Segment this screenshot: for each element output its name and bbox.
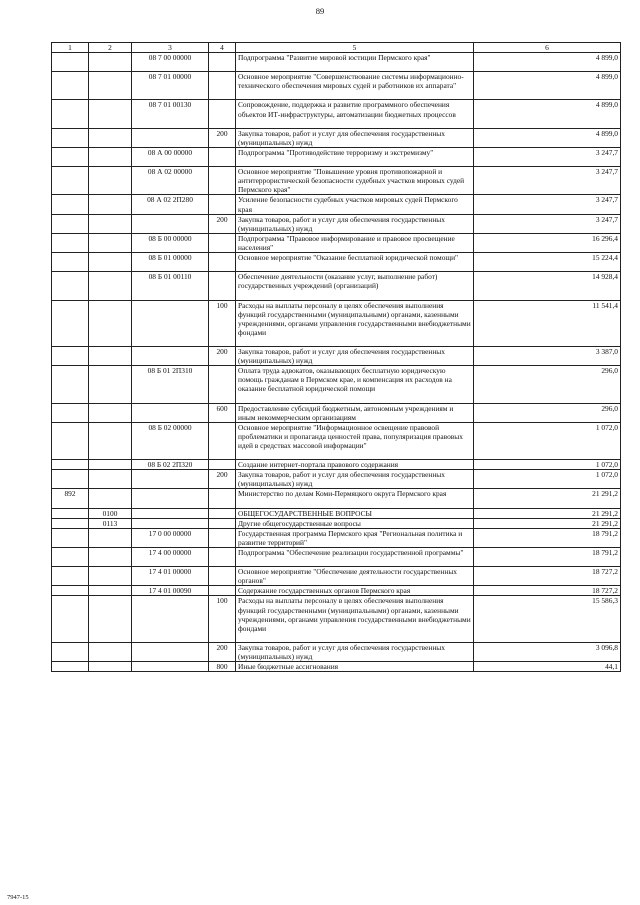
cell-ministry-code [52,403,89,422]
cell-amount: 18 791,2 [474,548,621,567]
cell-name: Оплата труда адвокатов, оказывающих бесплатную юридическую помощь гражданам в Пермском крае, и компенсация их расходов на оказание бесплатной юридической помощи [236,366,474,403]
cell-ministry-code [52,366,89,403]
cell-ministry-code [52,567,89,586]
cell-expense-type [209,72,236,100]
cell-target-article: 08 А 02 00000 [132,167,209,195]
cell-ministry-code [52,470,89,489]
cell-expense-type [209,195,236,214]
cell-target-article [132,518,209,528]
cell-ministry-code [52,195,89,214]
cell-expense-type: 200 [209,347,236,366]
cell-section-code [89,528,132,547]
table-row [52,167,621,195]
cell-section-code [89,253,132,272]
cell-amount: 3 096,8 [474,642,621,661]
table-row [52,548,621,567]
table-row [52,214,621,233]
cell-name: Подпрограмма "Развитие мировой юстиции Пермского края" [236,53,474,72]
cell-name: Министерство по делам Коми-Пермяцкого округа Пермского края [236,489,474,508]
cell-section-code [89,233,132,252]
cell-amount: 1 072,0 [474,422,621,459]
cell-expense-type [209,567,236,586]
cell-amount: 3 247,7 [474,214,621,233]
cell-amount: 4 899,0 [474,128,621,147]
cell-ministry-code [52,596,89,643]
cell-amount: 296,0 [474,366,621,403]
table-body [52,53,621,672]
cell-expense-type [209,167,236,195]
cell-expense-type [209,147,236,166]
cell-section-code [89,53,132,72]
cell-expense-type: 200 [209,642,236,661]
cell-amount: 3 247,7 [474,167,621,195]
cell-amount: 14 928,4 [474,272,621,300]
cell-name: Основное мероприятие "Совершенствование системы информационно-технического обеспечения мировых судей и работников их аппарата" [236,72,474,100]
cell-target-article [132,128,209,147]
cell-ministry-code [52,72,89,100]
cell-section-code [89,272,132,300]
cell-expense-type [209,548,236,567]
cell-section-code [89,100,132,128]
cell-expense-type [209,508,236,518]
cell-expense-type [209,528,236,547]
cell-expense-type [209,253,236,272]
cell-target-article [132,347,209,366]
cell-name: Расходы на выплаты персоналу в целях обеспечения выполнения функций государственными (муниципальными) органами, казенными учреждениями, органами управления государственными внебюджетными фондами [236,596,474,643]
table-row [52,567,621,586]
header-col-3: 3 [132,43,209,53]
cell-section-code [89,195,132,214]
table-row [52,272,621,300]
cell-amount: 18 791,2 [474,528,621,547]
cell-section-code [89,642,132,661]
cell-section-code: 0113 [89,518,132,528]
table-row [52,195,621,214]
page-number: 89 [315,6,325,16]
cell-expense-type [209,489,236,508]
cell-name: Основное мероприятие "Информационное освещение правовой проблематики и пропаганда ценностей права, популяризация правовых идей в средствах массовой информации" [236,422,474,459]
cell-section-code [89,366,132,403]
cell-ministry-code [52,460,89,470]
cell-amount: 3 387,0 [474,347,621,366]
document-code: 7947-15 [7,894,29,901]
cell-expense-type: 200 [209,128,236,147]
cell-expense-type [209,366,236,403]
cell-amount: 4 899,0 [474,100,621,128]
cell-name: Другие общегосударственные вопросы [236,518,474,528]
cell-section-code [89,548,132,567]
cell-section-code [89,586,132,596]
cell-ministry-code [52,272,89,300]
header-col-5: 5 [236,43,474,53]
cell-target-article: 17 4 01 00090 [132,586,209,596]
cell-expense-type: 100 [209,596,236,643]
cell-expense-type [209,518,236,528]
cell-target-article [132,662,209,672]
cell-ministry-code [52,53,89,72]
cell-name: Закупка товаров, работ и услуг для обеспечения государственных (муниципальных) нужд [236,642,474,661]
cell-target-article: 08 Б 02 00000 [132,422,209,459]
cell-amount: 21 291,2 [474,518,621,528]
cell-section-code [89,147,132,166]
table-row [52,253,621,272]
cell-name: Расходы на выплаты персоналу в целях обеспечения выполнения функций государственными (муниципальными) органами, казенными учреждениями, органами управления государственными внебюджетными фондами [236,300,474,347]
table-row [52,147,621,166]
table-row [52,366,621,403]
cell-name: Подпрограмма "Обеспечение реализации государственной программы" [236,548,474,567]
cell-target-article: 08 7 00 00000 [132,53,209,72]
cell-expense-type [209,100,236,128]
cell-section-code [89,662,132,672]
cell-target-article [132,470,209,489]
cell-ministry-code [52,642,89,661]
cell-section-code [89,214,132,233]
cell-target-article: 08 Б 01 00110 [132,272,209,300]
cell-amount: 4 899,0 [474,72,621,100]
cell-name: Основное мероприятие "Оказание бесплатной юридической помощи" [236,253,474,272]
cell-name: Иные бюджетные ассигнования [236,662,474,672]
table-row [52,470,621,489]
table-row [52,662,621,672]
cell-name: Подпрограмма "Противодействие терроризму и экстремизму" [236,147,474,166]
table-row [52,642,621,661]
table-row [52,489,621,508]
cell-ministry-code [52,528,89,547]
table-row [52,422,621,459]
cell-target-article [132,300,209,347]
cell-amount: 18 727,2 [474,586,621,596]
cell-amount: 21 291,2 [474,508,621,518]
cell-target-article [132,214,209,233]
cell-amount: 1 072,0 [474,460,621,470]
cell-section-code [89,422,132,459]
cell-section-code [89,460,132,470]
cell-ministry-code [52,422,89,459]
header-col-6: 6 [474,43,621,53]
cell-section-code [89,72,132,100]
table-row [52,128,621,147]
cell-amount: 296,0 [474,403,621,422]
table-row [52,72,621,100]
table-row [52,460,621,470]
cell-amount: 3 247,7 [474,195,621,214]
cell-ministry-code [52,233,89,252]
cell-target-article: 17 4 01 00000 [132,567,209,586]
table-row [52,596,621,643]
cell-ministry-code [52,548,89,567]
table-row [52,347,621,366]
cell-ministry-code [52,167,89,195]
cell-section-code [89,167,132,195]
header-col-2: 2 [89,43,132,53]
cell-amount: 4 899,0 [474,53,621,72]
cell-amount: 44,1 [474,662,621,672]
cell-section-code [89,567,132,586]
table-row [52,518,621,528]
cell-ministry-code [52,518,89,528]
cell-target-article: 08 Б 01 2П310 [132,366,209,403]
cell-target-article [132,403,209,422]
cell-target-article: 08 А 02 2П280 [132,195,209,214]
header-col-1: 1 [52,43,89,53]
cell-name: Содержание государственных органов Пермского края [236,586,474,596]
cell-target-article [132,508,209,518]
cell-amount: 16 296,4 [474,233,621,252]
cell-expense-type [209,460,236,470]
cell-target-article: 17 0 00 00000 [132,528,209,547]
cell-name: ОБЩЕГОСУДАРСТВЕННЫЕ ВОПРОСЫ [236,508,474,518]
cell-target-article: 08 7 01 00000 [132,72,209,100]
cell-expense-type [209,586,236,596]
cell-section-code: 0100 [89,508,132,518]
cell-target-article: 17 4 00 00000 [132,548,209,567]
table-row [52,403,621,422]
cell-expense-type: 800 [209,662,236,672]
cell-target-article [132,642,209,661]
cell-amount: 15 224,4 [474,253,621,272]
table-row [52,100,621,128]
cell-ministry-code [52,214,89,233]
cell-section-code [89,403,132,422]
cell-ministry-code: 892 [52,489,89,508]
cell-ministry-code [52,128,89,147]
cell-ministry-code [52,100,89,128]
cell-target-article: 08 Б 01 00000 [132,253,209,272]
header-col-4: 4 [209,43,236,53]
cell-ministry-code [52,586,89,596]
cell-target-article: 08 Б 02 2П320 [132,460,209,470]
cell-expense-type: 200 [209,214,236,233]
cell-target-article [132,596,209,643]
cell-name: Закупка товаров, работ и услуг для обеспечения государственных (муниципальных) нужд [236,214,474,233]
cell-name: Создание интернет-портала правового содержания [236,460,474,470]
cell-expense-type [209,53,236,72]
cell-expense-type [209,272,236,300]
table-row [52,586,621,596]
table-row [52,300,621,347]
cell-expense-type: 200 [209,470,236,489]
cell-name: Закупка товаров, работ и услуг для обеспечения государственных (муниципальных) нужд [236,347,474,366]
cell-name: Обеспечение деятельности (оказание услуг, выполнение работ) государственных учреждений (организаций) [236,272,474,300]
cell-name: Предоставление субсидий бюджетным, автономным учреждениям и иным некоммерческим организациям [236,403,474,422]
cell-ministry-code [52,662,89,672]
cell-name: Основное мероприятие "Обеспечение деятельности государственных органов" [236,567,474,586]
cell-target-article [132,489,209,508]
cell-name: Государственная программа Пермского края "Региональная политика и развитие территорий" [236,528,474,547]
cell-name: Усиление безопасности судебных участков мировых судей Пермского края [236,195,474,214]
cell-target-article: 08 Б 00 00000 [132,233,209,252]
cell-ministry-code [52,508,89,518]
cell-ministry-code [52,253,89,272]
cell-amount: 15 586,3 [474,596,621,643]
cell-amount: 3 247,7 [474,147,621,166]
cell-amount: 21 291,2 [474,489,621,508]
table-row [52,53,621,72]
table-row [52,508,621,518]
cell-ministry-code [52,147,89,166]
cell-amount: 18 727,2 [474,567,621,586]
table-row [52,528,621,547]
cell-expense-type [209,233,236,252]
cell-name: Основное мероприятие "Повышение уровня противопожарной и антитеррористической безопасности судебных участков мировых судей Пермского края" [236,167,474,195]
cell-ministry-code [52,347,89,366]
cell-ministry-code [52,300,89,347]
cell-name: Подпрограмма "Правовое информирование и правовое просвещение населения" [236,233,474,252]
cell-section-code [89,347,132,366]
table-row [52,233,621,252]
cell-section-code [89,596,132,643]
table-header-row [52,43,621,53]
cell-expense-type: 100 [209,300,236,347]
cell-section-code [89,300,132,347]
cell-section-code [89,470,132,489]
cell-expense-type [209,422,236,459]
cell-name: Закупка товаров, работ и услуг для обеспечения государственных (муниципальных) нужд [236,128,474,147]
cell-name: Сопровождение, поддержка и развитие программного обеспечения объектов ИТ-инфраструктуры, автоматизации бюджетных процессов [236,100,474,128]
cell-name: Закупка товаров, работ и услуг для обеспечения государственных (муниципальных) нужд [236,470,474,489]
budget-table [51,42,621,672]
cell-section-code [89,489,132,508]
cell-section-code [89,128,132,147]
cell-target-article: 08 А 00 00000 [132,147,209,166]
cell-amount: 11 541,4 [474,300,621,347]
cell-expense-type: 600 [209,403,236,422]
cell-target-article: 08 7 01 00130 [132,100,209,128]
cell-amount: 1 072,0 [474,470,621,489]
